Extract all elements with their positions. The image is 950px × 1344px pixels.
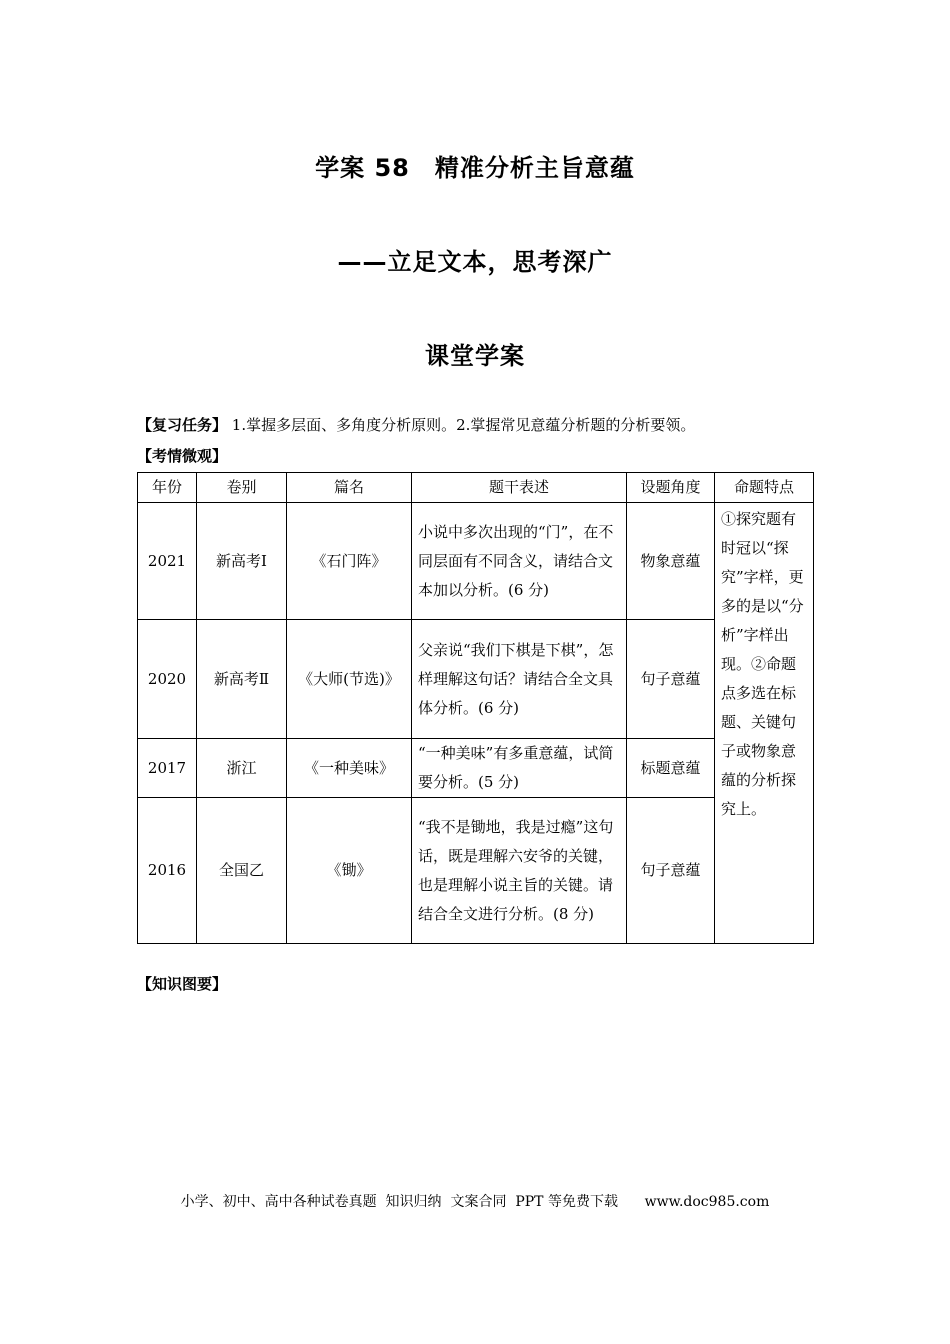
- exam-overview-heading: 【考情微观】: [137, 447, 228, 465]
- cell-year: 2017: [138, 739, 197, 798]
- cell-angle: 标题意蕴: [627, 739, 715, 798]
- cell-article: 《锄》: [287, 798, 412, 944]
- cell-paper: 浙江: [197, 739, 287, 798]
- column-header-article: 篇名: [287, 473, 412, 503]
- review-task: [137, 414, 695, 435]
- cell-paper: 新高考Ⅰ: [197, 503, 287, 620]
- column-header-paper: 卷别: [197, 473, 287, 503]
- cell-question: 小说中多次出现的“门”，在不同层面有不同含义，请结合文本加以分析。(6 分): [412, 503, 627, 620]
- review-task-text: 1.掌握多层面、多角度分析原则。2.掌握常见意蕴分析题的分析要领。: [227, 416, 696, 434]
- cell-angle: 物象意蕴: [627, 503, 715, 620]
- footer-text: 小学、初中、高中各种试卷真题 知识归纳 文案合同 PPT 等免费下载 www.doc985.com: [180, 1194, 770, 1210]
- cell-question: 父亲说“我们下棋是下棋”，怎样理解这句话？请结合全文具体分析。(6 分): [412, 620, 627, 739]
- column-header-angle: 设题角度: [627, 473, 715, 503]
- cell-angle: 句子意蕴: [627, 798, 715, 944]
- column-header-feature: 命题特点: [715, 473, 814, 503]
- exam-table: [137, 472, 814, 944]
- cell-angle: 句子意蕴: [627, 620, 715, 739]
- cell-question: “我不是锄地，我是过瘾”这句话，既是理解六安爷的关键，也是理解小说主旨的关键。请结合全文进行分析。(8 分): [412, 798, 627, 944]
- section-title: 课堂学案: [425, 342, 525, 370]
- page-subtitle: ——立足文本，思考深广: [337, 248, 613, 276]
- cell-paper: 新高考Ⅱ: [197, 620, 287, 739]
- cell-year: 2016: [138, 798, 197, 944]
- page-title: 学案 58 精准分析主旨意蕴: [315, 154, 635, 182]
- table-row: [138, 798, 814, 944]
- table-row: [138, 620, 814, 739]
- cell-feature: ①探究题有时冠以“探究”字样，更多的是以“分析”字样出现。②命题点多选在标题、关键句子或物象意蕴的分析探究上。: [715, 503, 814, 944]
- cell-article: 《一种美味》: [287, 739, 412, 798]
- review-task-label: 【复习任务】: [137, 416, 228, 434]
- cell-question: “一种美味”有多重意蕴，试简要分析。(5 分): [412, 739, 627, 798]
- cell-article: 《石门阵》: [287, 503, 412, 620]
- table-header-row: [138, 473, 814, 503]
- knowledge-map-heading: 【知识图要】: [137, 975, 228, 993]
- cell-year: 2020: [138, 620, 197, 739]
- cell-paper: 全国乙: [197, 798, 287, 944]
- cell-article: 《大师(节选)》: [287, 620, 412, 739]
- table-row: [138, 739, 814, 798]
- cell-year: 2021: [138, 503, 197, 620]
- column-header-question: 题干表述: [412, 473, 627, 503]
- table-row: [138, 503, 814, 620]
- column-header-year: 年份: [138, 473, 197, 503]
